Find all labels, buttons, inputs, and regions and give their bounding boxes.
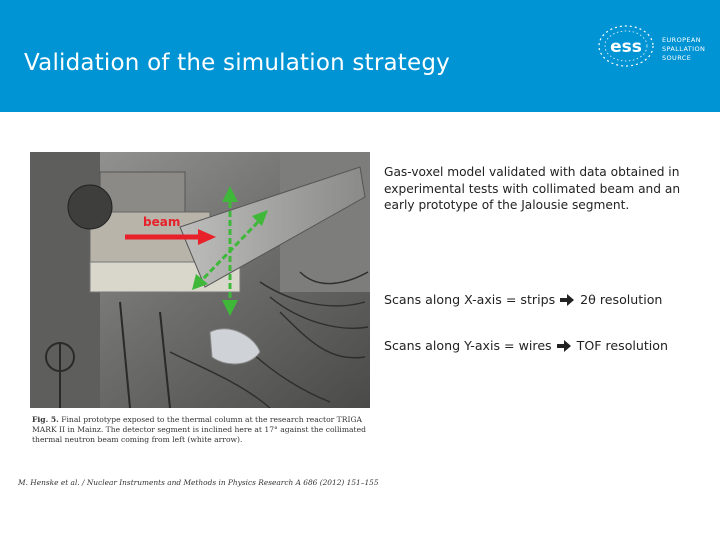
figure-caption-text: Final prototype exposed to the thermal column at the research reactor TRIGA MARK II in Mainz. The detector segment is inclined here at 17° against the collimated thermal neutron beam coming from left (white arrow). [32,415,366,444]
logo-line-3: SOURCE [662,54,692,62]
slide-header [0,0,720,112]
beam-label: beam [143,215,181,229]
slide-title: Validation of the simulation strategy [24,50,450,76]
scan-x-text: Scans along X-axis = strips [384,292,556,307]
logo-line-1: EUROPEAN [662,36,702,44]
scan-x-line [384,292,662,307]
scan-x-result: 2θ resolution [580,292,663,307]
ess-logo-mark-text: ess [610,37,642,57]
prototype-photo [30,152,370,408]
ess-logo-text [662,36,705,63]
figure-citation: M. Henske et al. / Nuclear Instruments and Methods in Physics Research A 686 (2012) 151–155 [18,478,379,487]
photo-reactor-port [68,185,112,229]
scan-y-line [384,338,668,353]
figure-caption-label: Fig. 5. [32,415,59,424]
ess-logo-mark [596,22,660,70]
description-text: Gas-voxel model validated with data obtained in experimental tests with collimated beam and an early prototype of the Jalousie segment. [384,165,681,212]
logo-line-2: SPALLATION [662,45,706,53]
scan-y-result: TOF resolution [576,338,668,353]
right-arrow-icon [560,294,574,306]
right-arrow-icon [557,340,571,352]
ess-logo [596,22,706,70]
scan-y-text: Scans along Y-axis = wires [384,338,552,353]
photo-shield-block [100,172,185,217]
figure-caption [32,415,372,445]
